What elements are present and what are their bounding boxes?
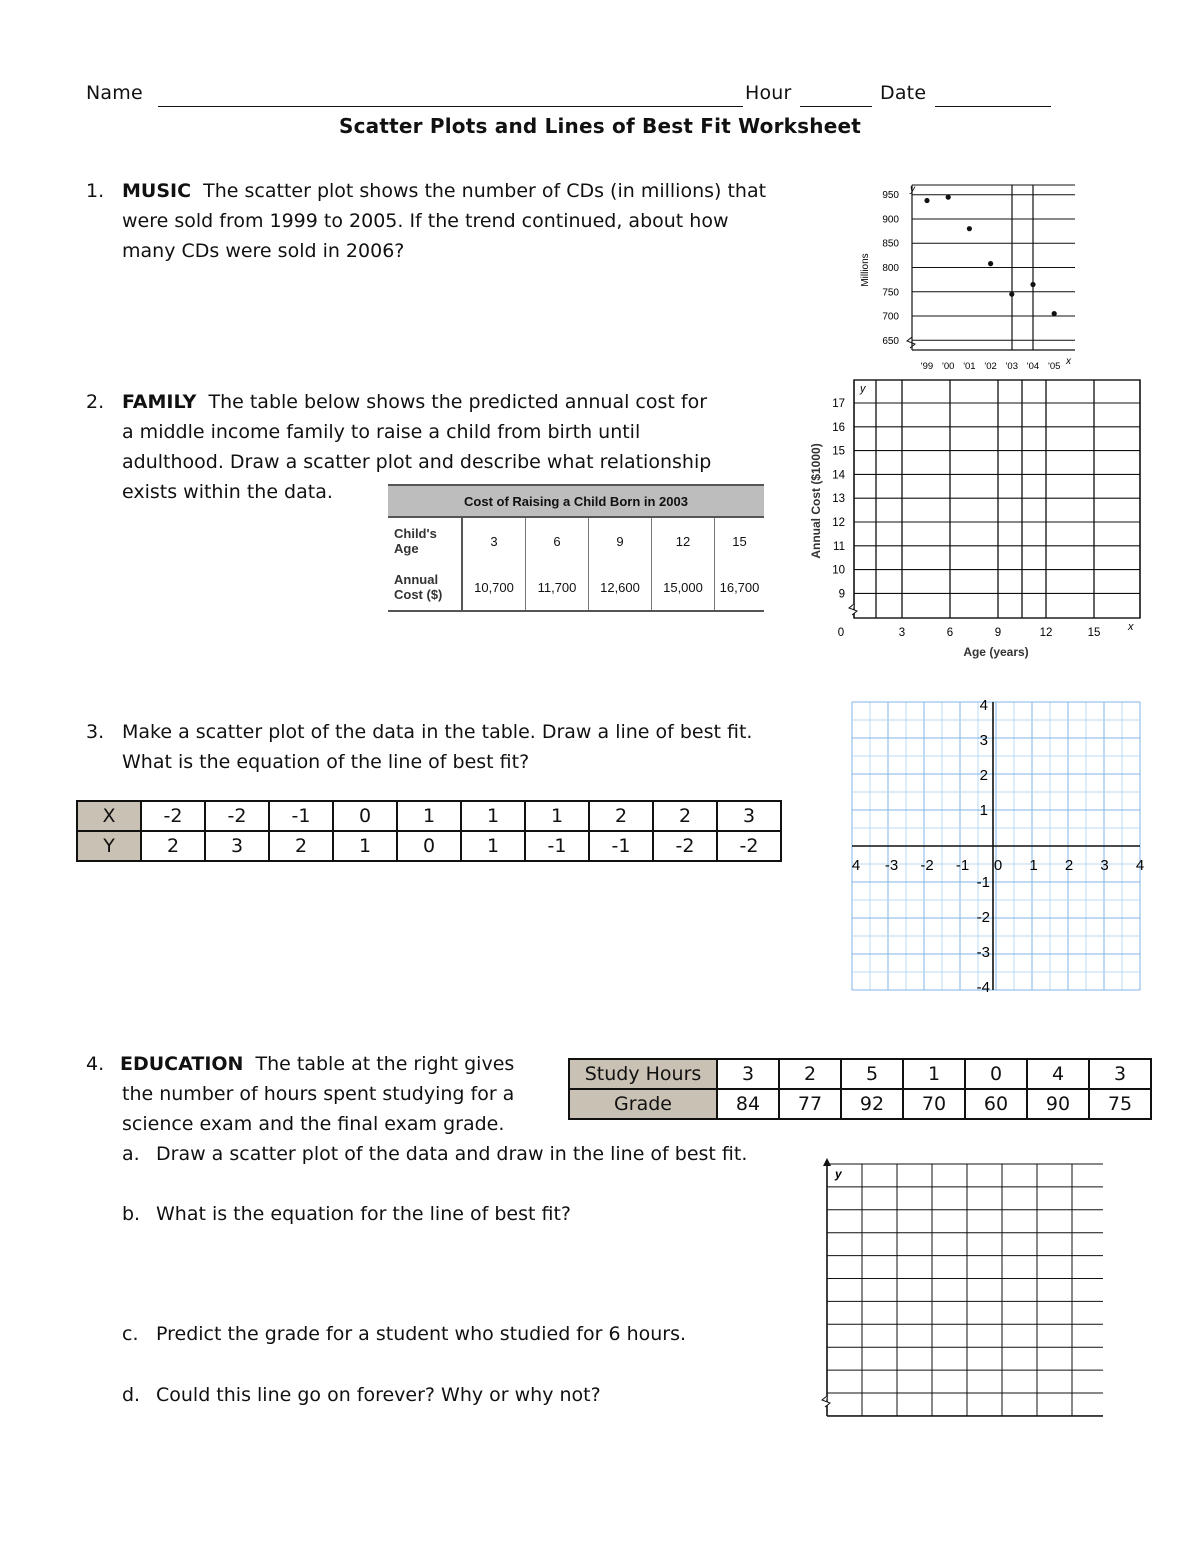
hour-field[interactable] xyxy=(800,84,872,107)
table-row xyxy=(388,517,764,564)
table-cell: 15,000 xyxy=(652,564,715,611)
table-cell: -1 xyxy=(269,801,333,831)
q1-scatter-chart xyxy=(850,180,1090,375)
x-tick-label: 0 xyxy=(837,627,845,639)
q2-line3: adulthood. Draw a scatter plot and describe what relationship xyxy=(122,451,712,473)
q2-number: 2. xyxy=(86,391,105,413)
x-tick-label: 0 xyxy=(993,857,1003,874)
table-row xyxy=(77,831,781,861)
q4-part-a: a. Draw a scatter plot of the data and draw in the line of best fit. xyxy=(122,1143,748,1165)
y-tick-label: 11 xyxy=(833,540,845,553)
x-tick-label: -3 xyxy=(884,857,899,874)
y-tick-label: -2 xyxy=(976,909,990,926)
q1-line3: many CDs were sold in 2006? xyxy=(122,240,405,262)
table-cell: 70 xyxy=(903,1089,965,1119)
table-row xyxy=(569,1059,1151,1089)
x-tick-label: '01 xyxy=(963,361,976,372)
table-cell: 77 xyxy=(779,1089,841,1119)
data-point xyxy=(1052,311,1057,316)
x-tick-label: 4 xyxy=(851,857,861,874)
q2-blank-grid-chart[interactable] xyxy=(800,376,1150,666)
q1-x-var: x xyxy=(1066,356,1071,367)
data-point xyxy=(988,261,993,266)
table-cell: -2 xyxy=(717,831,781,861)
table-cell: 2 xyxy=(269,831,333,861)
table-cell: -1 xyxy=(589,831,653,861)
q1-x-ticks xyxy=(921,361,1061,372)
q1-grid xyxy=(907,185,1075,350)
q4-grade-label: Grade xyxy=(569,1089,717,1119)
data-point xyxy=(946,195,951,200)
y-tick-label: 16 xyxy=(832,421,845,434)
q2-y-ticks xyxy=(832,398,845,600)
q2-x-axis-label: Age (years) xyxy=(963,645,1029,659)
table-cell: -2 xyxy=(653,831,717,861)
q1-points xyxy=(924,195,1056,317)
table-cell: 0 xyxy=(333,801,397,831)
q1-y-axis-label: Millions xyxy=(860,253,871,287)
q4-part-b: b. What is the equation for the line of best fit? xyxy=(122,1203,571,1225)
table-cell: 12,600 xyxy=(589,564,652,611)
table-cell: -1 xyxy=(525,831,589,861)
q3-xy-table xyxy=(76,800,782,862)
y-tick-label: 2 xyxy=(979,767,988,784)
x-tick-label: -1 xyxy=(955,857,970,874)
x-tick-label: -2 xyxy=(920,857,934,874)
x-tick-label: 6 xyxy=(946,627,954,639)
x-tick-label: 9 xyxy=(994,627,1002,639)
table-row xyxy=(77,801,781,831)
q2-y-axis-label: Annual Cost ($1000) xyxy=(809,443,823,559)
table-row xyxy=(569,1089,1151,1119)
q3-y-label: Y xyxy=(77,831,141,861)
axis-break xyxy=(849,604,857,615)
table-cell: 12 xyxy=(652,517,715,564)
date-label: Date xyxy=(880,82,927,104)
x-tick-label: '03 xyxy=(1005,361,1018,372)
table-cell: 84 xyxy=(717,1089,779,1119)
hour-label: Hour xyxy=(745,82,792,104)
table-cell: -2 xyxy=(205,801,269,831)
q2-line2: a middle income family to raise a child from birth until xyxy=(122,421,641,443)
data-point xyxy=(967,226,972,231)
q3-grid xyxy=(852,702,1140,990)
y-tick-label: 14 xyxy=(832,469,845,482)
x-tick-label: 3 xyxy=(1100,857,1109,874)
q3-x-label: X xyxy=(77,801,141,831)
q1-text xyxy=(86,176,826,266)
table-cell: 11,700 xyxy=(526,564,589,611)
x-tick-label: 4 xyxy=(1135,857,1144,874)
q3-coordinate-grid[interactable] xyxy=(848,700,1144,992)
q2-y-var: y xyxy=(860,383,866,395)
table-row xyxy=(388,564,764,611)
y-tick-label: 15 xyxy=(832,445,845,458)
q2-cost-table xyxy=(388,484,764,612)
q2-keyword: FAMILY xyxy=(122,391,197,413)
table-cell: 2 xyxy=(779,1059,841,1089)
table-cell: 3 xyxy=(1089,1059,1151,1089)
table-cell: 60 xyxy=(965,1089,1027,1119)
table-cell: 16,700 xyxy=(715,564,765,611)
q4-part-c: c. Predict the grade for a student who studied for 6 hours. xyxy=(122,1323,687,1345)
q2-line4: exists within the data. xyxy=(122,481,333,503)
q2-grid xyxy=(849,380,1140,618)
table-cell: 2 xyxy=(141,831,205,861)
y-tick-label: 4 xyxy=(979,700,988,714)
name-label: Name xyxy=(86,82,143,104)
q4-y-var: y xyxy=(835,1167,842,1181)
y-tick-label: 800 xyxy=(882,263,899,274)
x-tick-label: '05 xyxy=(1048,361,1061,372)
y-tick-label: 950 xyxy=(882,190,899,202)
y-tick-label: 700 xyxy=(882,311,899,323)
q4-blank-grid-chart[interactable] xyxy=(815,1158,1110,1423)
q4-keyword: EDUCATION xyxy=(120,1053,244,1075)
y-tick-label: 13 xyxy=(832,493,845,506)
x-tick-label: 2 xyxy=(1064,857,1074,874)
y-tick-label: 17 xyxy=(832,398,845,410)
table-cell: 2 xyxy=(653,801,717,831)
y-tick-label: 9 xyxy=(838,588,845,601)
table-cell: 1 xyxy=(333,831,397,861)
q2-line1: The table below shows the predicted annual cost for xyxy=(208,391,708,413)
y-tick-label: -4 xyxy=(976,979,990,992)
y-tick-label: 900 xyxy=(882,214,899,226)
table-cell: 90 xyxy=(1027,1089,1089,1119)
table-cell: 3 xyxy=(462,517,526,564)
table-cell: 1 xyxy=(461,831,525,861)
table-cell: 0 xyxy=(965,1059,1027,1089)
table-cell: 3 xyxy=(717,1059,779,1089)
date-field[interactable] xyxy=(935,84,1051,107)
q2-cost-label: Annual Cost ($) xyxy=(388,564,462,611)
table-cell: 1 xyxy=(397,801,461,831)
y-tick-label: -3 xyxy=(976,944,990,961)
table-cell: 4 xyxy=(1027,1059,1089,1089)
q3-x-ticks xyxy=(852,857,1144,874)
axis-break xyxy=(907,337,915,348)
y-tick-label: 1 xyxy=(979,802,988,819)
table-cell: 9 xyxy=(589,517,652,564)
q2-age-label: Child's Age xyxy=(388,517,462,564)
table-cell: 1 xyxy=(903,1059,965,1089)
q4-grid xyxy=(822,1158,1103,1416)
table-cell: 3 xyxy=(205,831,269,861)
table-cell: 5 xyxy=(841,1059,903,1089)
y-tick-label: -1 xyxy=(976,874,990,891)
x-tick-label: 1 xyxy=(1029,857,1038,874)
table-cell: 1 xyxy=(525,801,589,831)
table-cell: 2 xyxy=(589,801,653,831)
page-title: Scatter Plots and Lines of Best Fit Worksheet xyxy=(339,114,861,138)
x-tick-label: 15 xyxy=(1087,627,1101,639)
x-tick-label: 12 xyxy=(1039,627,1053,639)
grid-frame xyxy=(854,380,1140,618)
axis-break xyxy=(822,1396,830,1407)
table-cell: 15 xyxy=(732,533,747,549)
y-tick-label: 3 xyxy=(979,732,988,749)
table-cell: 0 xyxy=(397,831,461,861)
table-cell: 1 xyxy=(461,801,525,831)
data-point xyxy=(1030,282,1035,287)
q4-line3: science exam and the final exam grade. xyxy=(122,1113,505,1135)
q1-y-ticks xyxy=(882,190,899,347)
y-tick-label: 10 xyxy=(832,564,845,577)
y-tick-label: 650 xyxy=(882,335,899,347)
y-tick-label: 12 xyxy=(832,517,845,529)
y-tick-label: 750 xyxy=(882,287,899,299)
table-cell: 75 xyxy=(1089,1089,1151,1119)
name-field[interactable] xyxy=(158,84,743,107)
table-cell: 6 xyxy=(526,517,589,564)
q4-line1: The table at the right gives xyxy=(255,1053,515,1075)
data-point xyxy=(924,198,929,203)
x-tick-label: '02 xyxy=(984,361,997,372)
q3-text xyxy=(86,717,826,777)
table-cell: 10,700 xyxy=(462,564,526,611)
q4-hours-label: Study Hours xyxy=(569,1059,717,1089)
q2-x-ticks xyxy=(838,627,1101,639)
x-tick-label: '00 xyxy=(942,361,955,372)
table-cell: -2 xyxy=(141,801,205,831)
q2-x-var: x xyxy=(1128,621,1134,633)
q4-line2: the number of hours spent studying for a xyxy=(122,1083,515,1105)
y-axis-arrow xyxy=(823,1158,831,1166)
table-cell: 92 xyxy=(841,1089,903,1119)
q3-number: 3. xyxy=(86,721,105,743)
x-tick-label: '99 xyxy=(920,361,934,372)
q4-text xyxy=(86,1049,646,1139)
q4-part-d: d. Could this line go on forever? Why or why not? xyxy=(122,1384,601,1406)
q4-study-table xyxy=(568,1058,1152,1120)
x-tick-label: 3 xyxy=(898,627,906,639)
x-tick-label: '04 xyxy=(1026,361,1040,372)
q4-number: 4. xyxy=(86,1053,105,1075)
q3-line2: What is the equation of the line of best fit? xyxy=(122,751,530,773)
q3-line1: Make a scatter plot of the data in the table. Draw a line of best fit. xyxy=(122,721,753,743)
data-point xyxy=(1009,292,1014,297)
y-tick-label: 850 xyxy=(882,238,899,250)
q1-number: 1. xyxy=(86,180,105,202)
table-cell: 3 xyxy=(717,801,781,831)
q1-keyword: MUSIC xyxy=(122,180,192,202)
q1-line2: were sold from 1999 to 2005. If the trend continued, about how xyxy=(122,210,729,232)
q1-y-var: y xyxy=(910,184,915,195)
q2-table-title: Cost of Raising a Child Born in 2003 xyxy=(388,485,764,517)
q1-line1: The scatter plot shows the number of CDs (in millions) that xyxy=(203,180,767,202)
